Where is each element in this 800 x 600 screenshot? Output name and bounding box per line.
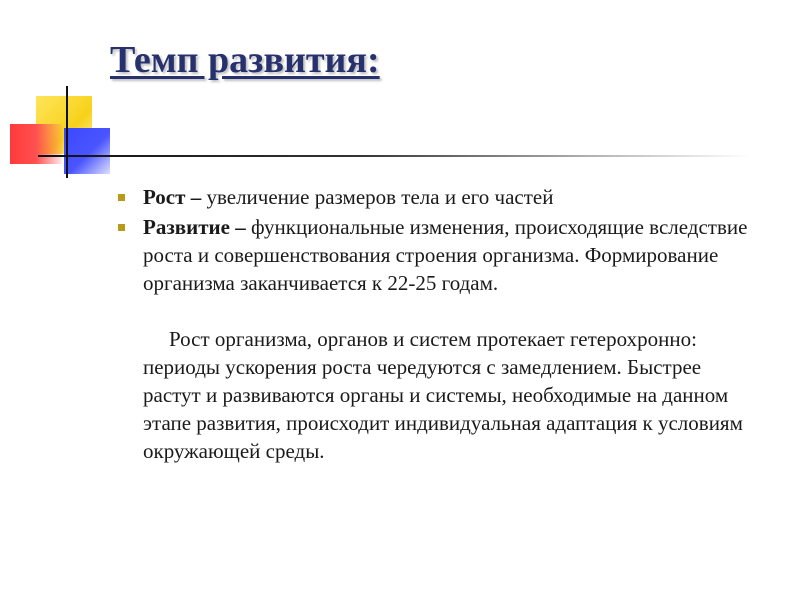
bullet-term: Рост [143,185,186,209]
bullet-square-icon [118,224,125,231]
bullet-dash: – [185,185,207,209]
bullet-text: функциональные изменения, происходящие вследствие роста и совершенствования строения организма. Формирование организма заканчивается к 22-25 годам. [143,215,748,295]
bullet-item-development [143,213,763,297]
decorative-blue-square [64,128,110,174]
decorative-vertical-line [66,86,68,178]
slide-content [143,183,763,465]
body-paragraph: Рост организма, органов и систем протекает гетерохронно: периоды ускорения роста чередуются с замедлением. Быстрее растут и развиваются органы и системы, необходимые на данном этапе развития, происходит индивидуальная адаптация к условиям окружающей среды. [143,327,743,463]
title-divider-line [38,155,750,157]
bullet-dash: – [229,215,251,239]
bullet-square-icon [118,194,125,201]
bullet-item-growth [143,183,763,211]
bullet-term: Развитие [143,215,230,239]
slide-title: Темп развития: [110,39,380,81]
decorative-red-square [10,124,62,164]
bullet-text: увеличение размеров тела и его частей [206,185,554,209]
